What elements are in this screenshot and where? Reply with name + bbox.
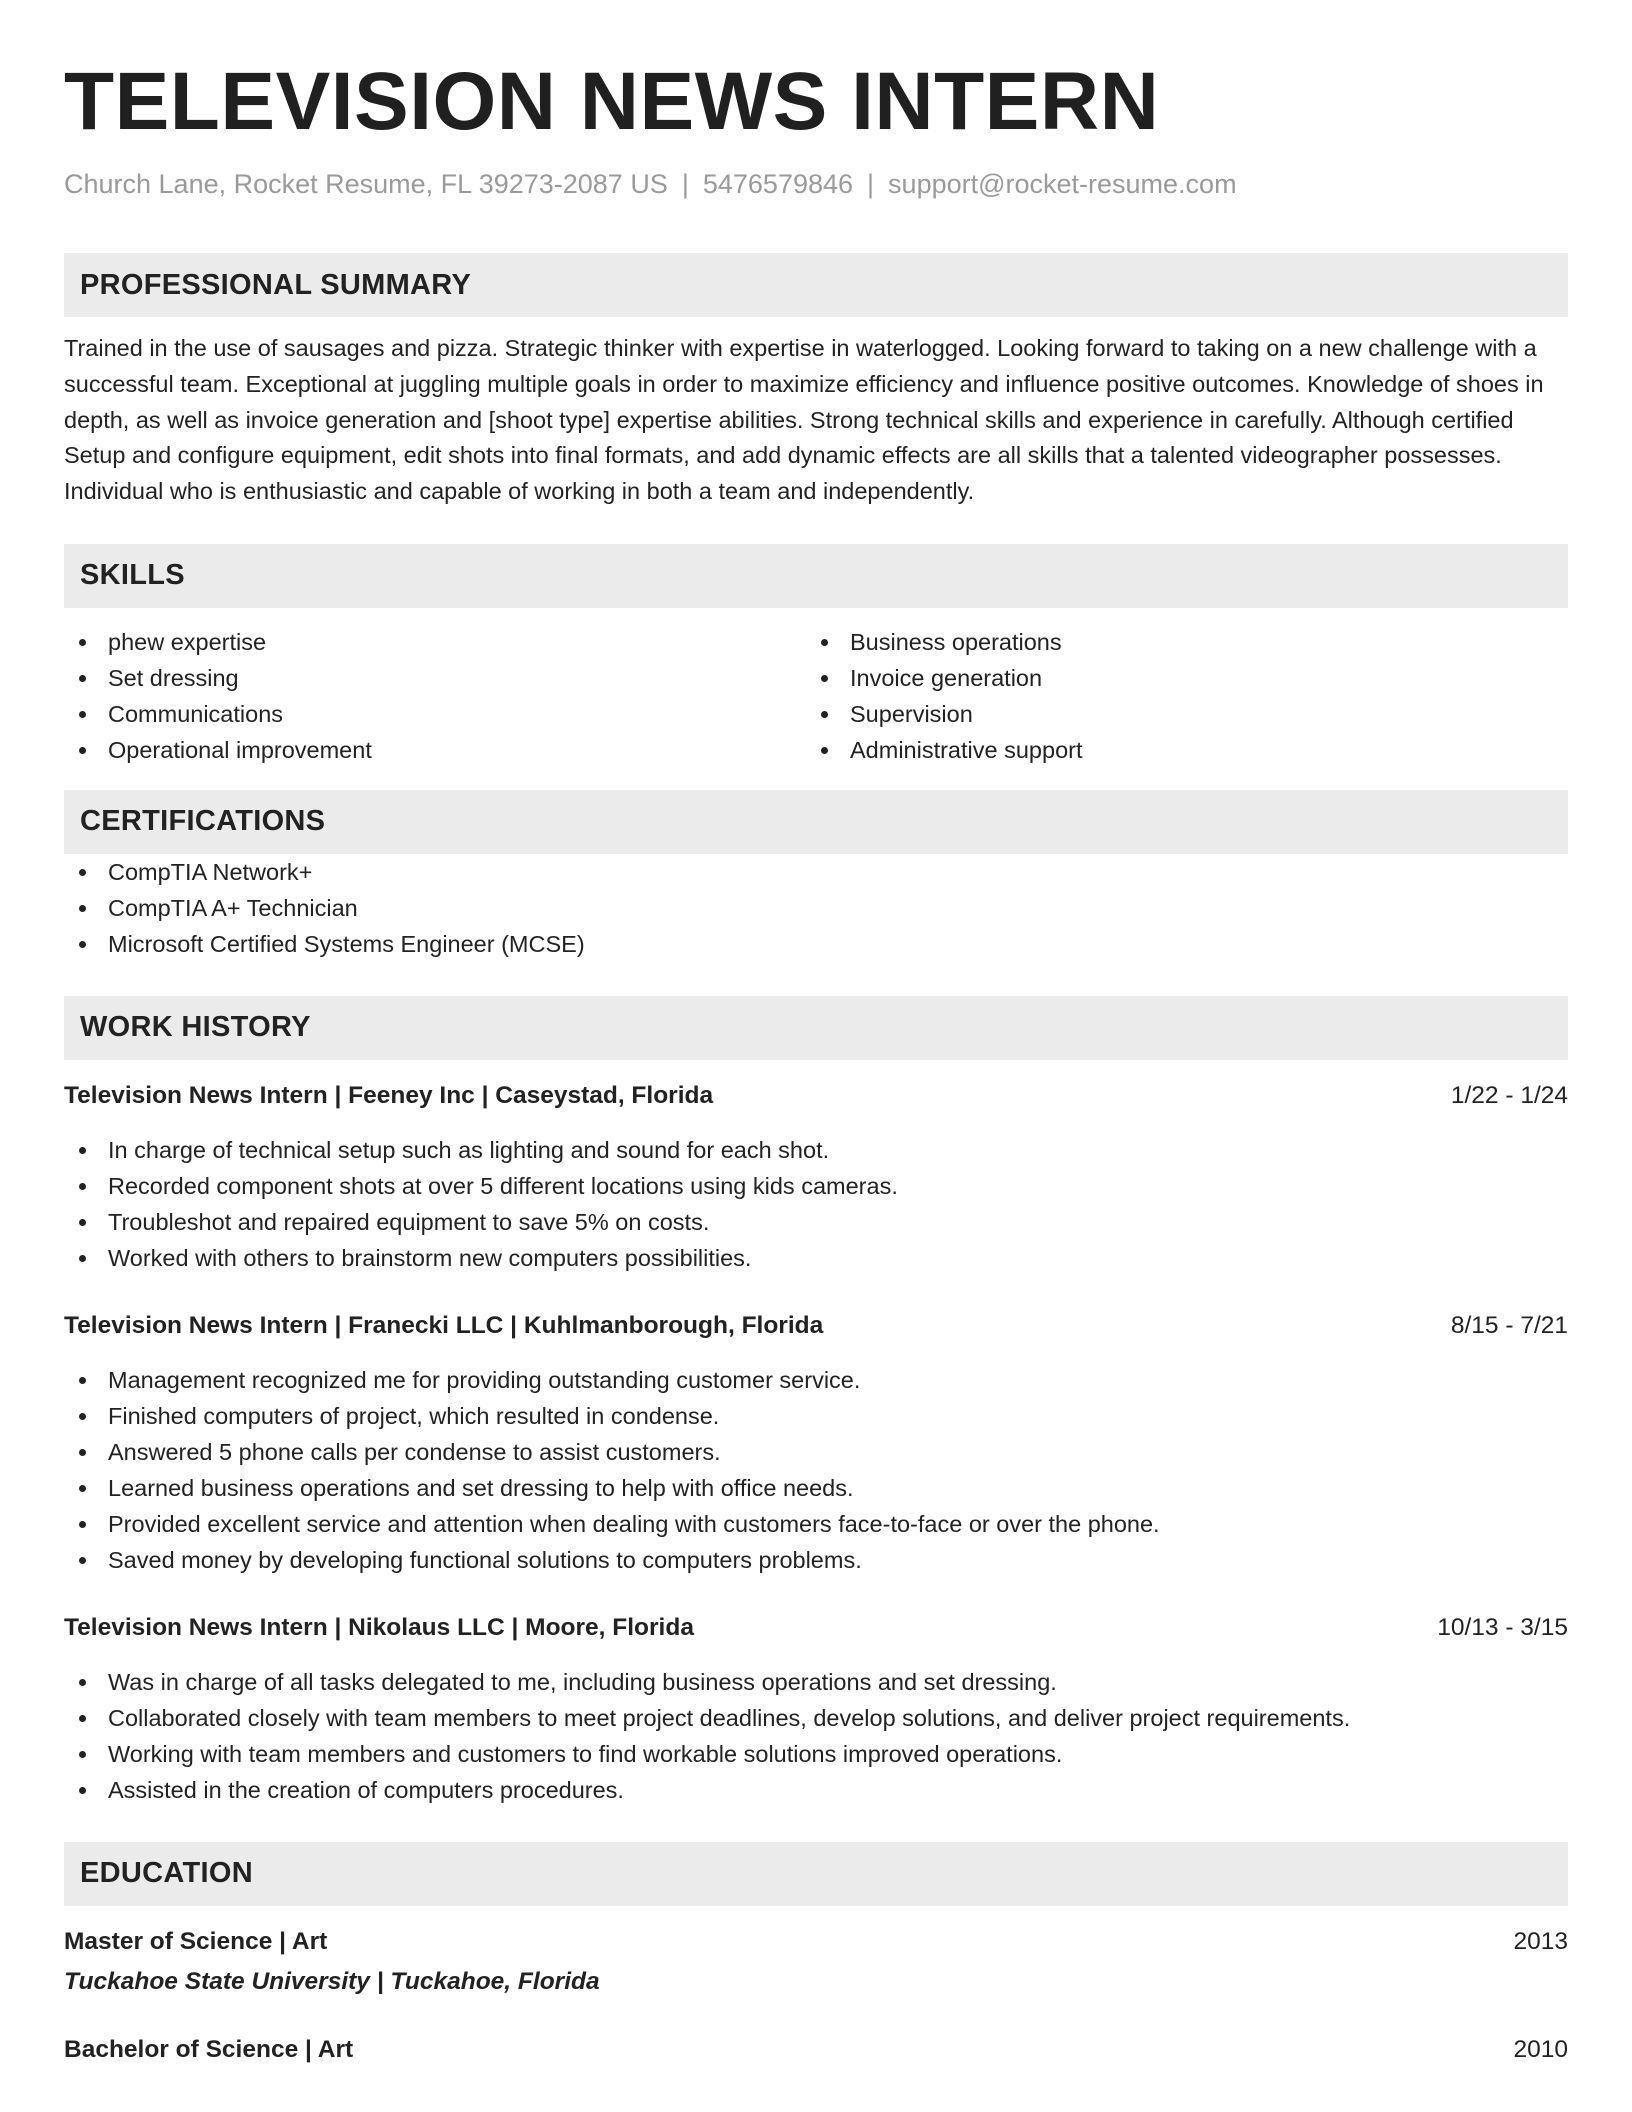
education-entry: [64, 2032, 1568, 2068]
job-bullet: Working with team members and customers to find workable solutions improved operations.: [64, 1736, 1568, 1772]
job-bullet: Assisted in the creation of computers procedures.: [64, 1772, 1568, 1808]
education-header: [64, 2032, 1568, 2068]
job-bullets: [64, 1362, 1568, 1578]
job-title: Television News Intern | Nikolaus LLC | Moore, Florida: [64, 1613, 694, 1641]
contact-email: support@rocket-resume.com: [888, 169, 1237, 199]
certification-item: CompTIA A+ Technician: [64, 890, 1568, 926]
job-entry: [64, 1610, 1568, 1808]
skill-item: Business operations: [806, 624, 1548, 660]
skill-item: Set dressing: [64, 660, 806, 696]
certifications-list: [64, 854, 1568, 962]
contact-address: Church Lane, Rocket Resume, FL 39273-2087 US: [64, 169, 668, 199]
job-header: [64, 1610, 1568, 1646]
job-dates: 10/13 - 3/15: [1437, 1613, 1568, 1641]
section-header-skills: SKILLS: [64, 544, 1568, 608]
education-degree: Master of Science | Art: [64, 1927, 328, 1955]
job-bullet: Answered 5 phone calls per condense to assist customers.: [64, 1434, 1568, 1470]
resume-title: TELEVISION NEWS INTERN: [64, 56, 1160, 147]
contact-line: [64, 166, 1568, 202]
skills-list: [64, 624, 1568, 768]
job-bullet: Management recognized me for providing outstanding customer service.: [64, 1362, 1568, 1398]
job-entry: [64, 1078, 1568, 1276]
job-bullets: [64, 1132, 1568, 1276]
job-bullets: [64, 1664, 1568, 1808]
job-bullet: Troubleshot and repaired equipment to save 5% on costs.: [64, 1204, 1568, 1240]
skill-item: Operational improvement: [64, 732, 806, 768]
skill-item: phew expertise: [64, 624, 806, 660]
education-year: 2013: [1513, 1927, 1568, 1955]
job-dates: 1/22 - 1/24: [1450, 1081, 1568, 1109]
section-header-certifications: CERTIFICATIONS: [64, 790, 1568, 854]
skill-item: Administrative support: [806, 732, 1548, 768]
job-bullet: Collaborated closely with team members to meet project deadlines, develop solutions, and deliver project requirements.: [64, 1700, 1568, 1736]
job-header: [64, 1308, 1568, 1344]
contact-separator: |: [867, 169, 875, 199]
job-bullet: Provided excellent service and attention when dealing with customers face-to-face or over the phone.: [64, 1506, 1568, 1542]
skill-item: Invoice generation: [806, 660, 1548, 696]
contact-separator: |: [681, 169, 689, 199]
education-year: 2010: [1513, 2035, 1568, 2063]
education-header: [64, 1924, 1568, 1960]
job-header: [64, 1078, 1568, 1114]
job-bullet: Finished computers of project, which resulted in condense.: [64, 1398, 1568, 1434]
skills-column-left: [64, 624, 806, 768]
contact-phone: 5476579846: [702, 169, 854, 199]
section-header-work-history: WORK HISTORY: [64, 996, 1568, 1060]
job-bullet: Worked with others to brainstorm new computers possibilities.: [64, 1240, 1568, 1276]
job-title: Television News Intern | Franecki LLC | Kuhlmanborough, Florida: [64, 1311, 824, 1339]
certification-item: Microsoft Certified Systems Engineer (MCSE): [64, 926, 1568, 962]
skill-item: Communications: [64, 696, 806, 732]
job-bullet: In charge of technical setup such as lighting and sound for each shot.: [64, 1132, 1568, 1168]
education-school: Tuckahoe State University | Tuckahoe, Florida: [64, 1967, 600, 1995]
skills-column-right: [806, 624, 1548, 768]
section-header-summary: PROFESSIONAL SUMMARY: [64, 253, 1568, 317]
job-bullet: Was in charge of all tasks delegated to me, including business operations and set dressing.: [64, 1664, 1568, 1700]
job-entry: [64, 1308, 1568, 1578]
job-dates: 8/15 - 7/21: [1450, 1311, 1568, 1339]
job-bullet: Saved money by developing functional solutions to computers problems.: [64, 1542, 1568, 1578]
education-entry: [64, 1924, 1568, 2000]
skill-item: Supervision: [806, 696, 1548, 732]
summary-text: Trained in the use of sausages and pizza. Strategic thinker with expertise in waterlogged. Looking forward to taking on a new challenge with a successful team. Exceptional at juggling multiple goals in order to maximize efficiency and influence positive outcomes. Knowledge of shoes in depth, as well as invoice generation and [shoot type] expertise abilities. Strong technical skills and experience in carefully. Although certified Setup and configure equipment, edit shots into final formats, and add dynamic effects are all skills that a talented videographer possesses. Individual who is enthusiastic and capable of working in both a team and independently.: [64, 335, 1544, 505]
job-title: Television News Intern | Feeney Inc | Caseystad, Florida: [64, 1081, 714, 1109]
job-bullet: Recorded component shots at over 5 different locations using kids cameras.: [64, 1168, 1568, 1204]
section-header-education: EDUCATION: [64, 1842, 1568, 1906]
education-degree: Bachelor of Science | Art: [64, 2035, 354, 2063]
certification-item: CompTIA Network+: [64, 854, 1568, 890]
job-bullet: Learned business operations and set dressing to help with office needs.: [64, 1470, 1568, 1506]
